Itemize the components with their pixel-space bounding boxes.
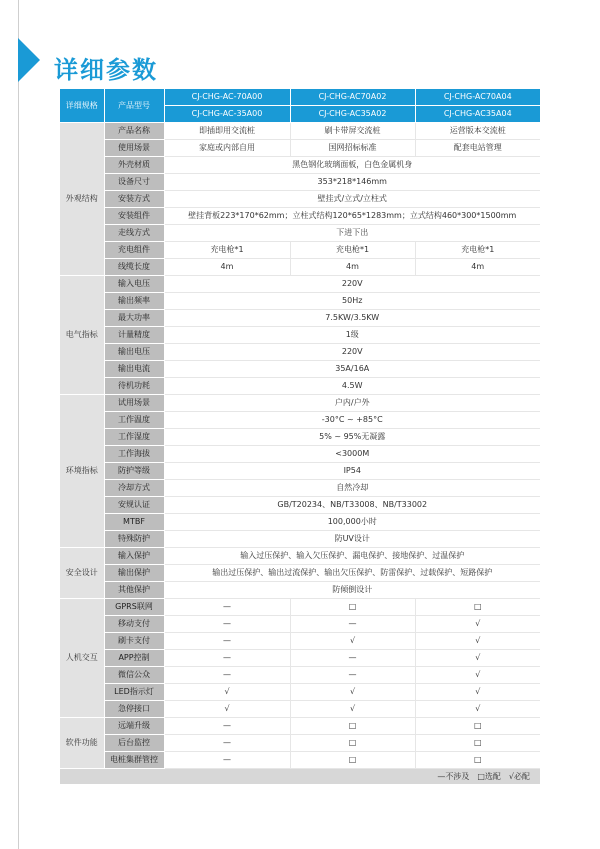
row-label: 安装方式 <box>104 191 164 208</box>
row-label: 电桩集群管控 <box>104 752 164 769</box>
row-value: √ <box>164 684 290 701</box>
spec-table <box>60 89 540 785</box>
header-spec: 详细规格 <box>60 89 104 123</box>
row-label: 刷卡支付 <box>104 633 164 650</box>
table-row <box>60 225 540 242</box>
category-cell: 人机交互 <box>60 599 104 718</box>
row-label: 外壳材质 <box>104 157 164 174</box>
table-row <box>60 718 540 735</box>
row-value: 4m <box>415 259 540 276</box>
row-value: □ <box>415 735 540 752</box>
row-value: 壁挂式/立式/立柱式 <box>164 191 540 208</box>
row-label: 安规认证 <box>104 497 164 514</box>
row-value: 4m <box>164 259 290 276</box>
row-value: □ <box>415 718 540 735</box>
row-label: GPRS联网 <box>104 599 164 616</box>
row-value: — <box>164 599 290 616</box>
row-label: APP控制 <box>104 650 164 667</box>
row-value: √ <box>415 701 540 718</box>
row-value: 7.5KW/3.5KW <box>164 310 540 327</box>
row-value: 防UV设计 <box>164 531 540 548</box>
row-value: □ <box>415 599 540 616</box>
row-label: 待机功耗 <box>104 378 164 395</box>
row-value: √ <box>415 667 540 684</box>
row-label: 线缆长度 <box>104 259 164 276</box>
row-value: — <box>164 718 290 735</box>
row-value: 4m <box>290 259 415 276</box>
row-value: 1级 <box>164 327 540 344</box>
row-value: □ <box>290 718 415 735</box>
row-value: √ <box>164 701 290 718</box>
row-value: □ <box>290 735 415 752</box>
table-row <box>60 344 540 361</box>
table-row <box>60 633 540 650</box>
row-value: √ <box>415 616 540 633</box>
category-cell: 电气指标 <box>60 276 104 395</box>
row-label: 输出电压 <box>104 344 164 361</box>
row-label: 安装组件 <box>104 208 164 225</box>
row-label: 使用场景 <box>104 140 164 157</box>
row-value: 黑色钢化玻璃面板，白色金属机身 <box>164 157 540 174</box>
table-row <box>60 446 540 463</box>
table-row <box>60 497 540 514</box>
model-c2: CJ-CHG-AC35A04 <box>415 106 540 123</box>
row-label: 急停接口 <box>104 701 164 718</box>
table-row <box>60 327 540 344</box>
row-label: 特殊防护 <box>104 531 164 548</box>
table-row <box>60 582 540 599</box>
row-value: √ <box>415 650 540 667</box>
row-value: 100,000小时 <box>164 514 540 531</box>
row-value: 家庭或内部自用 <box>164 140 290 157</box>
model-b2: CJ-CHG-AC35A02 <box>290 106 415 123</box>
row-value: 即插即用交流桩 <box>164 123 290 140</box>
table-row <box>60 276 540 293</box>
table-row <box>60 480 540 497</box>
row-label: 工作海拔 <box>104 446 164 463</box>
row-label: 工作温度 <box>104 412 164 429</box>
header-model: 产品型号 <box>104 89 164 123</box>
table-row <box>60 378 540 395</box>
row-label: 走线方式 <box>104 225 164 242</box>
row-value: √ <box>415 633 540 650</box>
category-cell: 软件功能 <box>60 718 104 769</box>
spec-table-container <box>60 89 540 785</box>
row-value: □ <box>290 599 415 616</box>
row-label: 其他保护 <box>104 582 164 599</box>
row-value: — <box>164 667 290 684</box>
category-cell: 外观结构 <box>60 123 104 276</box>
row-value: — <box>164 633 290 650</box>
table-row <box>60 140 540 157</box>
row-label: 最大功率 <box>104 310 164 327</box>
row-value: 配套电站管理 <box>415 140 540 157</box>
row-value: — <box>164 650 290 667</box>
row-value: — <box>290 667 415 684</box>
row-value: √ <box>290 684 415 701</box>
model-c1: CJ-CHG-AC70A04 <box>415 89 540 106</box>
row-label: LED指示灯 <box>104 684 164 701</box>
table-row <box>60 429 540 446</box>
row-value: — <box>290 616 415 633</box>
row-value: √ <box>290 633 415 650</box>
row-label: 输出频率 <box>104 293 164 310</box>
row-value: 充电枪*1 <box>164 242 290 259</box>
row-value: — <box>290 650 415 667</box>
table-row <box>60 548 540 565</box>
table-row <box>60 514 540 531</box>
table-row <box>60 667 540 684</box>
table-row <box>60 395 540 412</box>
table-row <box>60 259 540 276</box>
row-label: 远端升级 <box>104 718 164 735</box>
category-cell: 安全设计 <box>60 548 104 599</box>
row-value: 4.5W <box>164 378 540 395</box>
row-value: 户内/户外 <box>164 395 540 412</box>
row-label: 防护等级 <box>104 463 164 480</box>
row-value: GB/T20234、NB/T33008、NB/T33002 <box>164 497 540 514</box>
row-value: — <box>164 752 290 769</box>
row-value: 国网招标标准 <box>290 140 415 157</box>
table-row <box>60 293 540 310</box>
row-value: — <box>164 735 290 752</box>
row-label: 产品名称 <box>104 123 164 140</box>
spec-body <box>60 123 540 769</box>
row-label: 输出电流 <box>104 361 164 378</box>
model-a2: CJ-CHG-AC-35A00 <box>164 106 290 123</box>
row-value: 防倾倒设计 <box>164 582 540 599</box>
row-value: 220V <box>164 344 540 361</box>
table-row <box>60 191 540 208</box>
row-label: 计量精度 <box>104 327 164 344</box>
row-value: <3000M <box>164 446 540 463</box>
row-value: √ <box>415 684 540 701</box>
table-row <box>60 752 540 769</box>
row-label: 工作湿度 <box>104 429 164 446</box>
row-value: 输出过压保护、输出过流保护、输出欠压保护、防雷保护、过载保护、短路保护 <box>164 565 540 582</box>
table-row <box>60 684 540 701</box>
row-value: -30°C ~ +85°C <box>164 412 540 429</box>
row-value: 220V <box>164 276 540 293</box>
row-label: 输入电压 <box>104 276 164 293</box>
row-value: 5% ~ 95%无凝露 <box>164 429 540 446</box>
row-value: 充电枪*1 <box>290 242 415 259</box>
table-row <box>60 599 540 616</box>
table-row <box>60 412 540 429</box>
row-value: 35A/16A <box>164 361 540 378</box>
table-row <box>60 701 540 718</box>
row-label: 试用场景 <box>104 395 164 412</box>
row-label: 设备尺寸 <box>104 174 164 191</box>
row-label: 输出保护 <box>104 565 164 582</box>
table-row <box>60 463 540 480</box>
row-value: 输入过压保护、输入欠压保护、漏电保护、接地保护、过温保护 <box>164 548 540 565</box>
table-row <box>60 123 540 140</box>
page-margin-line <box>18 0 19 849</box>
legend: —不涉及 □选配 √必配 <box>60 769 540 785</box>
row-label: 冷却方式 <box>104 480 164 497</box>
table-row <box>60 310 540 327</box>
row-value: 自然冷却 <box>164 480 540 497</box>
category-cell: 环境指标 <box>60 395 104 548</box>
table-row <box>60 650 540 667</box>
row-value: 下进下出 <box>164 225 540 242</box>
row-value: 刷卡带屏交流桩 <box>290 123 415 140</box>
table-row <box>60 157 540 174</box>
table-row <box>60 616 540 633</box>
row-value: IP54 <box>164 463 540 480</box>
row-value: 运营版本交流桩 <box>415 123 540 140</box>
row-label: 输入保护 <box>104 548 164 565</box>
row-label: 移动支付 <box>104 616 164 633</box>
page-title: 详细参数 <box>54 56 158 84</box>
table-row <box>60 565 540 582</box>
row-value: □ <box>290 752 415 769</box>
row-value: □ <box>415 752 540 769</box>
row-label: MTBF <box>104 514 164 531</box>
row-value: 353*218*146mm <box>164 174 540 191</box>
table-row <box>60 361 540 378</box>
model-a1: CJ-CHG-AC-70A00 <box>164 89 290 106</box>
title-arrow-icon <box>18 38 40 82</box>
table-row <box>60 531 540 548</box>
row-value: 壁挂背板223*170*62mm；立柱式结构120*65*1283mm；立式结构460*300*1500mm <box>164 208 540 225</box>
row-value: — <box>164 616 290 633</box>
row-value: √ <box>290 701 415 718</box>
table-row <box>60 242 540 259</box>
table-row <box>60 735 540 752</box>
row-value: 充电枪*1 <box>415 242 540 259</box>
row-label: 充电组件 <box>104 242 164 259</box>
table-row <box>60 208 540 225</box>
table-row <box>60 174 540 191</box>
model-b1: CJ-CHG-AC70A02 <box>290 89 415 106</box>
row-value: 50Hz <box>164 293 540 310</box>
row-label: 微信公众 <box>104 667 164 684</box>
row-label: 后台监控 <box>104 735 164 752</box>
